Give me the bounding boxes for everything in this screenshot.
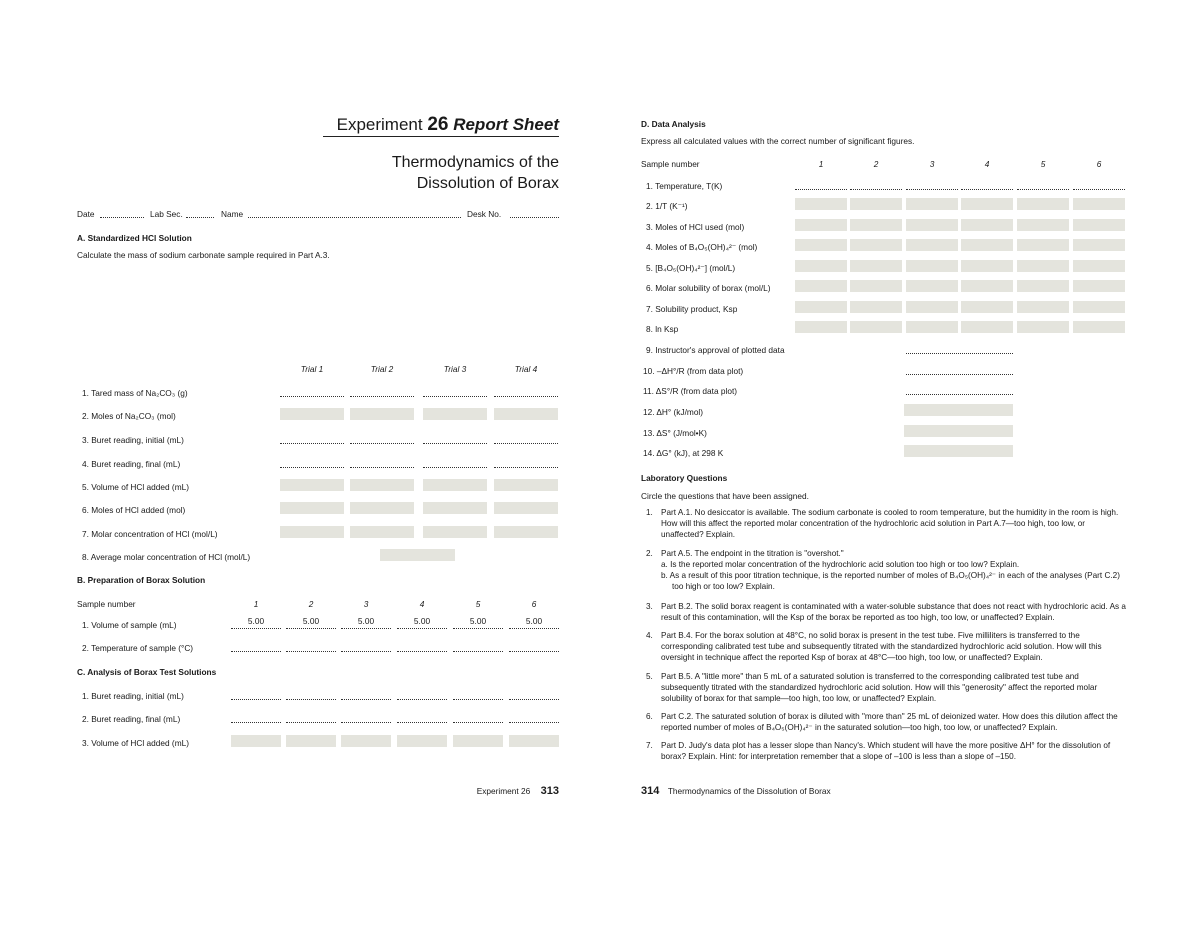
d-row-calc-box[interactable] [1017, 239, 1069, 251]
b-sample-number: 4 [419, 599, 425, 609]
a-row-calc-box[interactable] [350, 526, 414, 538]
b-volume-field[interactable] [397, 628, 447, 629]
d-row-calc-box[interactable] [1073, 198, 1125, 210]
c-row-calc-box[interactable] [231, 735, 281, 747]
lab-question-text: Part A.1. No desiccator is available. The sodium carbonate is cooled to room temperature, but the humidity in the room is high. How will this affect the reported molar concentration of the hydrochloric acid solution in Part A.7—too high, too low, or unaffected? Explain. [661, 508, 1119, 539]
a-row-calc-box[interactable] [280, 526, 344, 538]
lab-question-number: 1. [646, 508, 653, 517]
a-row-field[interactable] [423, 443, 487, 444]
b-volume-field[interactable] [453, 628, 503, 629]
a-row-label: 1. Tared mass of Na₂CO₃ (g) [82, 388, 188, 398]
b-temperature-field[interactable] [231, 651, 281, 652]
d-row-calc-box[interactable] [1017, 198, 1069, 210]
desk-label: Desk No. [467, 209, 502, 219]
d-single-row-label: 9. Instructor's approval of plotted data [646, 345, 785, 355]
d-row-label: 8. ln Ksp [646, 324, 679, 334]
a-row-field[interactable] [494, 467, 558, 468]
a-row-calc-box[interactable] [350, 502, 414, 514]
a-row-field[interactable] [423, 396, 487, 397]
b-temperature-field[interactable] [397, 651, 447, 652]
d-row-label: 2. 1/T (K⁻¹) [646, 201, 688, 211]
c-row-label: 2. Buret reading, final (mL) [82, 714, 181, 724]
a-row-average-label: 8. Average molar concentration of HCl (mol/L) [82, 552, 251, 562]
b-sample-number: 5 [475, 599, 481, 609]
d-row-calc-box[interactable] [906, 321, 958, 333]
b-temperature-field[interactable] [509, 651, 559, 652]
d-row-calc-box[interactable] [1073, 280, 1125, 292]
a-row-calc-box[interactable] [423, 479, 487, 491]
b-volume-value: 5.00 [413, 616, 431, 626]
a-row-label: 5. Volume of HCl added (mL) [82, 482, 189, 492]
lab-question-subpart: a. Is the reported molar concentration of the hydrochloric acid solution too high or too low? Explain. [661, 560, 1020, 569]
d-row-calc-box[interactable] [961, 198, 1013, 210]
b-temperature-field[interactable] [341, 651, 391, 652]
d-single-row-label: 13. ΔS° (J/mol•K) [643, 428, 707, 438]
c-row-field[interactable] [231, 699, 281, 700]
a-row-field[interactable] [280, 396, 344, 397]
a-row-label: 2. Moles of Na₂CO₃ (mol) [82, 411, 176, 421]
c-row-field[interactable] [509, 699, 559, 700]
d-row-label: 7. Solubility product, Ksp [646, 304, 738, 314]
b-sample-number-label: Sample number [77, 599, 136, 609]
d-row-calc-box[interactable] [850, 198, 902, 210]
desk-field[interactable] [510, 217, 559, 218]
d-row-label: 5. [B₄O₅(OH)₄²⁻] (mol/L) [646, 263, 736, 273]
d-row-calc-box[interactable] [1017, 219, 1069, 231]
d-row-calc-box[interactable] [1017, 280, 1069, 292]
d-row-calc-box[interactable] [1073, 260, 1125, 272]
a-row-field[interactable] [280, 467, 344, 468]
d-row-calc-box[interactable] [961, 321, 1013, 333]
c-row-field[interactable] [453, 722, 503, 723]
d-sample-number: 3 [929, 159, 935, 169]
section-a-instruction: Calculate the mass of sodium carbonate sample required in Part A.3. [77, 250, 330, 260]
d-row-calc-box[interactable] [961, 219, 1013, 231]
d-row-field[interactable] [850, 189, 902, 190]
c-row-calc-box[interactable] [286, 735, 336, 747]
name-label: Name [221, 209, 244, 219]
d-row-calc-box[interactable] [1017, 321, 1069, 333]
a-row-calc-box[interactable] [423, 408, 487, 420]
lab-questions-instruction: Circle the questions that have been assigned. [641, 491, 809, 501]
left-page-number: 313 [540, 785, 559, 797]
average-calc-box[interactable] [380, 549, 455, 561]
report-subtitle: Thermodynamics of the Dissolution of Borax [391, 154, 559, 192]
date-field[interactable] [100, 217, 144, 218]
b-volume-value: 5.00 [302, 616, 320, 626]
b-volume-value: 5.00 [247, 616, 265, 626]
c-row-field[interactable] [341, 722, 391, 723]
d-row-calc-box[interactable] [906, 260, 958, 272]
lab-sec-label: Lab Sec. [150, 209, 183, 219]
c-row-calc-box[interactable] [397, 735, 447, 747]
trial-header-4: Trial 4 [514, 364, 538, 374]
d-row-label: 4. Moles of B₄O₅(OH)₄²⁻ (mol) [646, 242, 758, 252]
d-row-calc-box[interactable] [795, 219, 847, 231]
d-single-row-label: 12. ΔH° (kJ/mol) [643, 407, 704, 417]
b-sample-number: 1 [253, 599, 259, 609]
d-row-calc-box[interactable] [850, 219, 902, 231]
d-row-field[interactable] [906, 189, 958, 190]
left-page-footer: Experiment 26 313 [476, 785, 559, 797]
c-row-field[interactable] [397, 722, 447, 723]
trial-header-2: Trial 2 [370, 364, 394, 374]
c-row-label: 3. Volume of HCl added (mL) [82, 738, 189, 748]
d-single-row-field[interactable] [906, 394, 1013, 395]
lab-question-number: 7. [646, 741, 653, 750]
lab-question-text: Part B.2. The solid borax reagent is contaminated with a water-soluble substance that does not react with hydrochloric acid. As a result of this contamination, will the Ksp of the borax be reported as too high, too low, or unaffected? Explain. [661, 602, 1126, 622]
d-single-row-label: 14. ΔG° (kJ), at 298 K [643, 448, 724, 458]
section-b-title: B. Preparation of Borax Solution [77, 575, 206, 585]
d-single-row-label: 11. ΔS°/R (from data plot) [643, 386, 738, 396]
a-row-label: 4. Buret reading, final (mL) [82, 459, 181, 469]
lab-question[interactable] [646, 671, 1126, 704]
lab-questions-title: Laboratory Questions [641, 473, 728, 483]
section-d-instruction: Express all calculated values with the correct number of significant figures. [641, 136, 915, 146]
report-title: Experiment 26 Report Sheet [336, 114, 559, 135]
d-single-row-field[interactable] [906, 353, 1013, 354]
lab-question-number: 4. [646, 631, 653, 640]
a-row-calc-box[interactable] [494, 526, 558, 538]
trial-header-3: Trial 3 [443, 364, 467, 374]
a-row-calc-box[interactable] [494, 502, 558, 514]
lab-question[interactable] [646, 601, 1126, 623]
lab-question-number: 6. [646, 712, 653, 721]
d-row-calc-box[interactable] [795, 239, 847, 251]
d-sample-number-label: Sample number [641, 159, 700, 169]
lab-question-number: 5. [646, 672, 653, 681]
d-row-calc-box[interactable] [850, 301, 902, 313]
d-row-calc-box[interactable] [906, 239, 958, 251]
lab-question-subpart: b. As a result of this poor titration technique, is the reported number of moles of B₄O₅(OH)₄²⁻ in each of the analyses (Part C.2) too high or too low? Explain. [661, 571, 1120, 591]
lab-question-number: 3. [646, 602, 653, 611]
a-row-field[interactable] [494, 396, 558, 397]
b-volume-field[interactable] [341, 628, 391, 629]
name-field[interactable] [248, 217, 461, 218]
d-row-calc-box[interactable] [961, 280, 1013, 292]
lab-question[interactable] [646, 711, 1126, 733]
right-page-number: 314 [641, 785, 660, 797]
lab-question-text: Part B.4. For the borax solution at 48°C, no solid borax is present in the test tube. Five milliliters is transferred to the corresponding calibrated test tube and subsequently titrated with the standardized hydrochloric acid solution. How will this oversight in technique affect the reported Ksp of borax at 48°C—too high, too low, or unaffected? Explain. [661, 631, 1102, 662]
d-row-calc-box[interactable] [850, 321, 902, 333]
lab-question[interactable] [646, 548, 1126, 592]
d-row-field[interactable] [961, 189, 1013, 190]
d-row-calc-box[interactable] [961, 239, 1013, 251]
d-row-calc-box[interactable] [850, 280, 902, 292]
b-volume-field[interactable] [231, 628, 281, 629]
date-label: Date [77, 209, 95, 219]
b-volume-value: 5.00 [469, 616, 487, 626]
c-row-field[interactable] [453, 699, 503, 700]
a-row-field[interactable] [350, 396, 414, 397]
a-row-label: 6. Moles of HCl added (mol) [82, 505, 186, 515]
title-rule [323, 136, 559, 137]
a-row-field[interactable] [423, 467, 487, 468]
d-single-row-calc-box[interactable] [904, 445, 1013, 457]
lab-question-text: Part D. Judy's data plot has a lesser slope than Nancy's. Which student will have the more positive ΔH° for the dissolution of borax? Explain. Hint: for interpretation remember that a slope of –100 is less than a slope of –150. [661, 741, 1111, 761]
d-row-calc-box[interactable] [795, 260, 847, 272]
d-single-row-calc-box[interactable] [904, 404, 1013, 416]
lab-question-text: Part A.5. The endpoint in the titration is "overshot." [661, 549, 844, 558]
c-row-field[interactable] [341, 699, 391, 700]
a-row-calc-box[interactable] [350, 479, 414, 491]
d-row-calc-box[interactable] [906, 198, 958, 210]
c-row-field[interactable] [509, 722, 559, 723]
b-volume-value: 5.00 [357, 616, 375, 626]
d-row-calc-box[interactable] [850, 260, 902, 272]
c-row-field[interactable] [397, 699, 447, 700]
c-row-field[interactable] [231, 722, 281, 723]
a-row-field[interactable] [350, 443, 414, 444]
b-temperature-field[interactable] [286, 651, 336, 652]
d-row-calc-box[interactable] [1073, 239, 1125, 251]
b-row-volume-label: 1. Volume of sample (mL) [82, 620, 177, 630]
lab-question[interactable] [646, 740, 1126, 762]
b-volume-value: 5.00 [525, 616, 543, 626]
d-row-calc-box[interactable] [906, 301, 958, 313]
lab-question[interactable] [646, 507, 1126, 540]
section-c-title: C. Analysis of Borax Test Solutions [77, 667, 217, 677]
d-single-row-calc-box[interactable] [904, 425, 1013, 437]
lab-question[interactable] [646, 630, 1126, 663]
d-sample-number: 1 [818, 159, 824, 169]
right-page-footer: 314 Thermodynamics of the Dissolution of Borax [641, 785, 831, 797]
d-row-calc-box[interactable] [1017, 260, 1069, 272]
a-row-field[interactable] [494, 443, 558, 444]
b-sample-number: 2 [308, 599, 314, 609]
d-row-calc-box[interactable] [961, 260, 1013, 272]
d-row-calc-box[interactable] [961, 301, 1013, 313]
d-single-row-label: 10. –ΔH°/R (from data plot) [643, 366, 744, 376]
c-row-calc-box[interactable] [509, 735, 559, 747]
d-row-field[interactable] [1017, 189, 1069, 190]
a-row-calc-box[interactable] [494, 408, 558, 420]
b-volume-field[interactable] [286, 628, 336, 629]
lab-question-text: Part B.5. A "little more" than 5 mL of a saturated solution is transferred to the corresponding calibrated test tube and subsequently titrated with the standardized hydrochloric acid solution. How will this "generosity" affect the reported molar solubility of borax for that sample—too high, too low, or unaffected? Explain. [661, 672, 1098, 703]
b-sample-number: 3 [363, 599, 369, 609]
d-row-field[interactable] [1073, 189, 1125, 190]
d-row-calc-box[interactable] [795, 280, 847, 292]
d-row-calc-box[interactable] [850, 239, 902, 251]
lab-sec-field[interactable] [186, 217, 214, 218]
c-row-field[interactable] [286, 722, 336, 723]
lab-question-number: 2. [646, 549, 653, 558]
d-row-calc-box[interactable] [1073, 219, 1125, 231]
a-row-calc-box[interactable] [423, 502, 487, 514]
a-row-calc-box[interactable] [350, 408, 414, 420]
d-row-calc-box[interactable] [1073, 301, 1125, 313]
a-row-calc-box[interactable] [280, 502, 344, 514]
a-row-calc-box[interactable] [494, 479, 558, 491]
d-row-calc-box[interactable] [795, 301, 847, 313]
d-sample-number: 6 [1096, 159, 1102, 169]
a-row-calc-box[interactable] [423, 526, 487, 538]
c-row-calc-box[interactable] [453, 735, 503, 747]
c-row-field[interactable] [286, 699, 336, 700]
a-row-label: 7. Molar concentration of HCl (mol/L) [82, 529, 218, 539]
d-sample-number: 5 [1040, 159, 1046, 169]
section-a-title: A. Standardized HCl Solution [77, 233, 192, 243]
c-row-calc-box[interactable] [341, 735, 391, 747]
a-row-field[interactable] [350, 467, 414, 468]
d-sample-number: 4 [984, 159, 990, 169]
b-sample-number: 6 [531, 599, 537, 609]
d-row-calc-box[interactable] [795, 321, 847, 333]
b-row-temperature-label: 2. Temperature of sample (°C) [82, 643, 194, 653]
d-single-row-field[interactable] [906, 374, 1013, 375]
d-row-calc-box[interactable] [1073, 321, 1125, 333]
b-temperature-field[interactable] [453, 651, 503, 652]
b-volume-field[interactable] [509, 628, 559, 629]
d-row-calc-box[interactable] [906, 219, 958, 231]
d-row-label: 3. Moles of HCl used (mol) [646, 222, 745, 232]
d-row-label: 1. Temperature, T(K) [646, 181, 723, 191]
trial-header-1: Trial 1 [300, 364, 324, 374]
d-row-calc-box[interactable] [795, 198, 847, 210]
c-row-label: 1. Buret reading, initial (mL) [82, 691, 184, 701]
lab-question-text: Part C.2. The saturated solution of borax is diluted with "more than" 25 mL of deionized water. How does this dilution affect the reported number of moles of B₄O₅(OH)₄²⁻ in the saturated solution—too high, too low, or unaffected? Explain. [661, 712, 1118, 732]
a-row-calc-box[interactable] [280, 408, 344, 420]
section-d-title: D. Data Analysis [641, 119, 706, 129]
d-row-calc-box[interactable] [1017, 301, 1069, 313]
a-row-calc-box[interactable] [280, 479, 344, 491]
a-row-label: 3. Buret reading, initial (mL) [82, 435, 184, 445]
d-row-label: 6. Molar solubility of borax (mol/L) [646, 283, 771, 293]
d-sample-number: 2 [873, 159, 879, 169]
d-row-calc-box[interactable] [906, 280, 958, 292]
d-row-field[interactable] [795, 189, 847, 190]
a-row-field[interactable] [280, 443, 344, 444]
